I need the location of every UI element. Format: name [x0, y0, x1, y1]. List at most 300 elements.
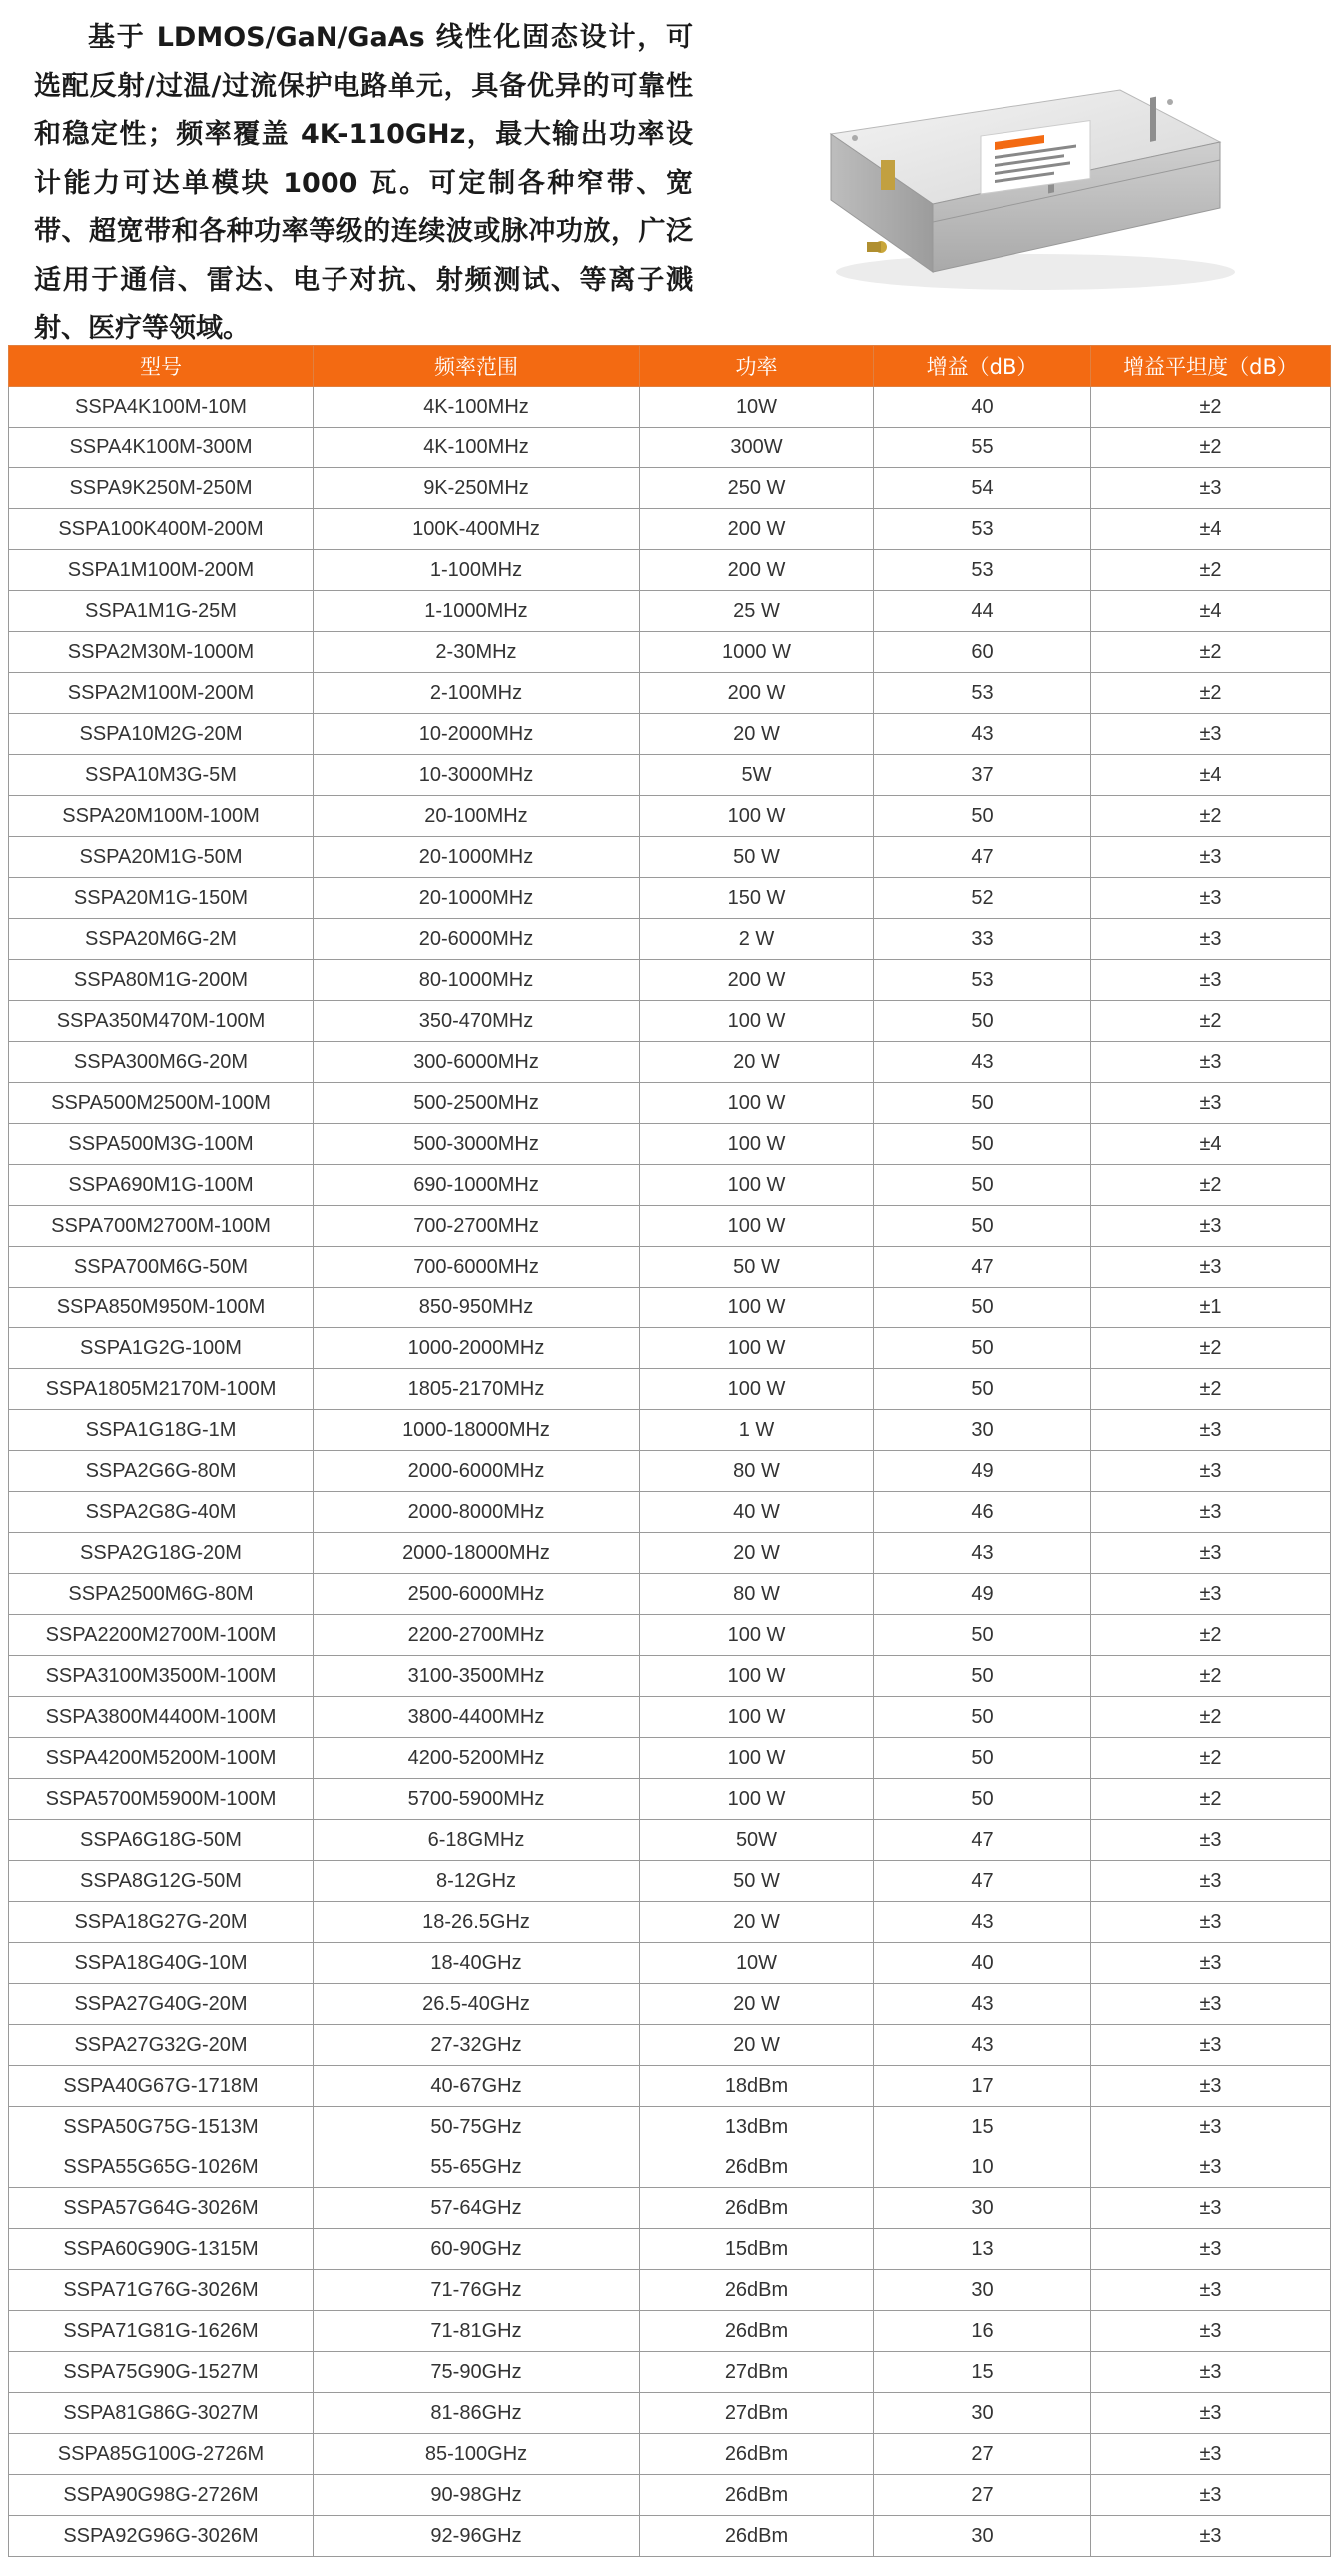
cell-power: 100 W — [640, 1615, 874, 1656]
cell-model: SSPA2M100M-200M — [9, 673, 314, 714]
cell-model: SSPA90G98G-2726M — [9, 2475, 314, 2516]
cell-power: 20 W — [640, 2025, 874, 2066]
cell-power: 25 W — [640, 591, 874, 632]
cell-gain-flatness: ±3 — [1091, 919, 1331, 960]
cell-gain-flatness: ±4 — [1091, 1124, 1331, 1165]
cell-model: SSPA700M2700M-100M — [9, 1206, 314, 1247]
cell-frequency-range: 55-65GHz — [314, 2147, 640, 2188]
cell-frequency-range: 27-32GHz — [314, 2025, 640, 2066]
cell-gain: 49 — [874, 1574, 1091, 1615]
cell-frequency-range: 60-90GHz — [314, 2229, 640, 2270]
header-model: 型号 — [9, 346, 314, 387]
table-row — [9, 796, 1331, 837]
cell-frequency-range: 2000-6000MHz — [314, 1451, 640, 1492]
cell-model: SSPA9K250M-250M — [9, 468, 314, 509]
cell-gain-flatness: ±3 — [1091, 2475, 1331, 2516]
cell-gain: 43 — [874, 714, 1091, 755]
cell-gain-flatness: ±2 — [1091, 1615, 1331, 1656]
table-row — [9, 1492, 1331, 1533]
cell-power: 150 W — [640, 878, 874, 919]
product-spec-table-container — [8, 345, 1330, 2557]
cell-frequency-range: 20-1000MHz — [314, 878, 640, 919]
cell-power: 20 W — [640, 714, 874, 755]
table-row — [9, 591, 1331, 632]
cell-frequency-range: 18-26.5GHz — [314, 1902, 640, 1943]
table-row — [9, 468, 1331, 509]
cell-power: 26dBm — [640, 2270, 874, 2311]
table-row — [9, 2516, 1331, 2557]
cell-power: 50 W — [640, 1861, 874, 1902]
cell-power: 20 W — [640, 1042, 874, 1083]
cell-model: SSPA92G96G-3026M — [9, 2516, 314, 2557]
table-row — [9, 1206, 1331, 1247]
cell-gain: 50 — [874, 1738, 1091, 1779]
cell-model: SSPA71G76G-3026M — [9, 2270, 314, 2311]
table-row — [9, 919, 1331, 960]
cell-gain-flatness: ±3 — [1091, 1533, 1331, 1574]
cell-gain: 37 — [874, 755, 1091, 796]
cell-gain: 13 — [874, 2229, 1091, 2270]
table-row — [9, 2393, 1331, 2434]
table-row — [9, 509, 1331, 550]
table-row — [9, 1288, 1331, 1328]
cell-frequency-range: 2000-18000MHz — [314, 1533, 640, 1574]
cell-gain-flatness: ±3 — [1091, 1820, 1331, 1861]
cell-gain-flatness: ±3 — [1091, 2352, 1331, 2393]
table-row — [9, 673, 1331, 714]
cell-power: 1000 W — [640, 632, 874, 673]
cell-gain-flatness: ±2 — [1091, 1697, 1331, 1738]
cell-gain-flatness: ±3 — [1091, 2516, 1331, 2557]
cell-frequency-range: 85-100GHz — [314, 2434, 640, 2475]
cell-gain-flatness: ±3 — [1091, 1410, 1331, 1451]
cell-power: 26dBm — [640, 2475, 874, 2516]
cell-gain-flatness: ±3 — [1091, 2107, 1331, 2147]
cell-model: SSPA20M6G-2M — [9, 919, 314, 960]
cell-power: 26dBm — [640, 2311, 874, 2352]
table-row — [9, 2066, 1331, 2107]
cell-gain-flatness: ±3 — [1091, 1042, 1331, 1083]
cell-model: SSPA71G81G-1626M — [9, 2311, 314, 2352]
table-row — [9, 2147, 1331, 2188]
cell-power: 200 W — [640, 960, 874, 1001]
cell-frequency-range: 3100-3500MHz — [314, 1656, 640, 1697]
cell-gain-flatness: ±2 — [1091, 1779, 1331, 1820]
table-body — [9, 387, 1331, 2557]
table-row — [9, 837, 1331, 878]
cell-gain: 55 — [874, 428, 1091, 468]
cell-model: SSPA690M1G-100M — [9, 1165, 314, 1206]
cell-gain: 50 — [874, 1779, 1091, 1820]
cell-gain: 30 — [874, 2516, 1091, 2557]
cell-frequency-range: 1-100MHz — [314, 550, 640, 591]
cell-power: 80 W — [640, 1574, 874, 1615]
cell-frequency-range: 350-470MHz — [314, 1001, 640, 1042]
cell-gain: 50 — [874, 1369, 1091, 1410]
cell-model: SSPA5700M5900M-100M — [9, 1779, 314, 1820]
cell-gain: 30 — [874, 1410, 1091, 1451]
cell-gain-flatness: ±1 — [1091, 1288, 1331, 1328]
product-spec-table — [8, 345, 1331, 2557]
cell-gain: 15 — [874, 2107, 1091, 2147]
cell-model: SSPA4200M5200M-100M — [9, 1738, 314, 1779]
table-row — [9, 2229, 1331, 2270]
cell-power: 26dBm — [640, 2188, 874, 2229]
cell-power: 100 W — [640, 796, 874, 837]
cell-power: 100 W — [640, 1001, 874, 1042]
cell-gain-flatness: ±2 — [1091, 796, 1331, 837]
cell-model: SSPA850M950M-100M — [9, 1288, 314, 1328]
cell-gain: 50 — [874, 1124, 1091, 1165]
table-row — [9, 550, 1331, 591]
cell-frequency-range: 5700-5900MHz — [314, 1779, 640, 1820]
cell-gain: 46 — [874, 1492, 1091, 1533]
cell-model: SSPA6G18G-50M — [9, 1820, 314, 1861]
cell-power: 200 W — [640, 550, 874, 591]
cell-model: SSPA2G8G-40M — [9, 1492, 314, 1533]
cell-model: SSPA2500M6G-80M — [9, 1574, 314, 1615]
cell-gain: 50 — [874, 1697, 1091, 1738]
cell-gain-flatness: ±2 — [1091, 1165, 1331, 1206]
table-row — [9, 428, 1331, 468]
cell-model: SSPA18G27G-20M — [9, 1902, 314, 1943]
table-row — [9, 1165, 1331, 1206]
table-row — [9, 1042, 1331, 1083]
cell-gain-flatness: ±2 — [1091, 387, 1331, 428]
cell-gain-flatness: ±3 — [1091, 2188, 1331, 2229]
table-row — [9, 2188, 1331, 2229]
cell-model: SSPA75G90G-1527M — [9, 2352, 314, 2393]
cell-gain: 16 — [874, 2311, 1091, 2352]
table-row — [9, 2475, 1331, 2516]
cell-frequency-range: 10-3000MHz — [314, 755, 640, 796]
cell-gain: 15 — [874, 2352, 1091, 2393]
table-row — [9, 1124, 1331, 1165]
cell-power: 50 W — [640, 837, 874, 878]
cell-power: 100 W — [640, 1779, 874, 1820]
cell-gain: 53 — [874, 673, 1091, 714]
cell-gain-flatness: ±3 — [1091, 1861, 1331, 1902]
cell-model: SSPA57G64G-3026M — [9, 2188, 314, 2229]
cell-gain: 27 — [874, 2434, 1091, 2475]
cell-gain: 40 — [874, 1943, 1091, 1984]
cell-gain-flatness: ±4 — [1091, 755, 1331, 796]
cell-power: 26dBm — [640, 2516, 874, 2557]
cell-gain: 50 — [874, 1656, 1091, 1697]
header-gain-flatness: 增益平坦度（dB） — [1091, 346, 1331, 387]
cell-gain: 47 — [874, 1861, 1091, 1902]
cell-gain: 47 — [874, 1820, 1091, 1861]
cell-frequency-range: 18-40GHz — [314, 1943, 640, 1984]
table-row — [9, 1697, 1331, 1738]
cell-frequency-range: 300-6000MHz — [314, 1042, 640, 1083]
cell-model: SSPA81G86G-3027M — [9, 2393, 314, 2434]
cell-power: 27dBm — [640, 2393, 874, 2434]
cell-frequency-range: 8-12GHz — [314, 1861, 640, 1902]
table-row — [9, 1410, 1331, 1451]
cell-frequency-range: 2-30MHz — [314, 632, 640, 673]
cell-gain-flatness: ±3 — [1091, 1902, 1331, 1943]
cell-power: 100 W — [640, 1697, 874, 1738]
table-row — [9, 2107, 1331, 2147]
cell-power: 2 W — [640, 919, 874, 960]
cell-gain: 54 — [874, 468, 1091, 509]
table-row — [9, 2270, 1331, 2311]
header-gain: 增益（dB） — [874, 346, 1091, 387]
cell-model: SSPA20M100M-100M — [9, 796, 314, 837]
cell-power: 100 W — [640, 1288, 874, 1328]
cell-power: 26dBm — [640, 2147, 874, 2188]
table-row — [9, 1328, 1331, 1369]
cell-power: 200 W — [640, 509, 874, 550]
amplifier-module-image — [821, 72, 1240, 302]
cell-frequency-range: 71-76GHz — [314, 2270, 640, 2311]
cell-model: SSPA27G40G-20M — [9, 1984, 314, 2025]
cell-frequency-range: 10-2000MHz — [314, 714, 640, 755]
cell-model: SSPA27G32G-20M — [9, 2025, 314, 2066]
cell-gain-flatness: ±2 — [1091, 550, 1331, 591]
cell-power: 100 W — [640, 1369, 874, 1410]
cell-model: SSPA500M2500M-100M — [9, 1083, 314, 1124]
cell-frequency-range: 20-6000MHz — [314, 919, 640, 960]
cell-power: 20 W — [640, 1902, 874, 1943]
cell-gain: 30 — [874, 2270, 1091, 2311]
cell-gain: 43 — [874, 1984, 1091, 2025]
cell-model: SSPA300M6G-20M — [9, 1042, 314, 1083]
cell-gain-flatness: ±3 — [1091, 2311, 1331, 2352]
cell-gain-flatness: ±3 — [1091, 2229, 1331, 2270]
cell-gain-flatness: ±3 — [1091, 2434, 1331, 2475]
cell-gain: 30 — [874, 2393, 1091, 2434]
cell-gain: 47 — [874, 837, 1091, 878]
cell-frequency-range: 50-75GHz — [314, 2107, 640, 2147]
cell-power: 100 W — [640, 1738, 874, 1779]
table-row — [9, 1001, 1331, 1042]
table-row — [9, 1451, 1331, 1492]
cell-gain: 60 — [874, 632, 1091, 673]
cell-frequency-range: 2200-2700MHz — [314, 1615, 640, 1656]
cell-gain: 30 — [874, 2188, 1091, 2229]
cell-model: SSPA10M2G-20M — [9, 714, 314, 755]
table-row — [9, 2311, 1331, 2352]
cell-model: SSPA1G18G-1M — [9, 1410, 314, 1451]
cell-frequency-range: 690-1000MHz — [314, 1165, 640, 1206]
cell-gain: 53 — [874, 509, 1091, 550]
cell-model: SSPA2G6G-80M — [9, 1451, 314, 1492]
cell-frequency-range: 1000-2000MHz — [314, 1328, 640, 1369]
cell-gain-flatness: ±3 — [1091, 1574, 1331, 1615]
cell-model: SSPA85G100G-2726M — [9, 2434, 314, 2475]
amplifier-module-illustration — [821, 72, 1240, 302]
cell-model: SSPA4K100M-10M — [9, 387, 314, 428]
cell-frequency-range: 20-100MHz — [314, 796, 640, 837]
table-row — [9, 960, 1331, 1001]
cell-model: SSPA1805M2170M-100M — [9, 1369, 314, 1410]
cell-model: SSPA3100M3500M-100M — [9, 1656, 314, 1697]
cell-gain-flatness: ±3 — [1091, 878, 1331, 919]
cell-gain: 49 — [874, 1451, 1091, 1492]
cell-model: SSPA40G67G-1718M — [9, 2066, 314, 2107]
table-row — [9, 632, 1331, 673]
cell-gain: 43 — [874, 1042, 1091, 1083]
cell-power: 100 W — [640, 1328, 874, 1369]
cell-gain: 47 — [874, 1247, 1091, 1288]
cell-frequency-range: 9K-250MHz — [314, 468, 640, 509]
cell-frequency-range: 20-1000MHz — [314, 837, 640, 878]
cell-gain: 43 — [874, 2025, 1091, 2066]
cell-power: 250 W — [640, 468, 874, 509]
table-row — [9, 1247, 1331, 1288]
cell-frequency-range: 92-96GHz — [314, 2516, 640, 2557]
cell-power: 5W — [640, 755, 874, 796]
cell-model: SSPA80M1G-200M — [9, 960, 314, 1001]
cell-model: SSPA55G65G-1026M — [9, 2147, 314, 2188]
cell-gain-flatness: ±3 — [1091, 1451, 1331, 1492]
cell-gain: 50 — [874, 1001, 1091, 1042]
table-row — [9, 2434, 1331, 2475]
cell-gain-flatness: ±3 — [1091, 1984, 1331, 2025]
cell-gain-flatness: ±2 — [1091, 428, 1331, 468]
cell-model: SSPA50G75G-1513M — [9, 2107, 314, 2147]
table-row — [9, 714, 1331, 755]
cell-gain: 50 — [874, 796, 1091, 837]
cell-power: 20 W — [640, 1533, 874, 1574]
cell-power: 20 W — [640, 1984, 874, 2025]
cell-gain-flatness: ±3 — [1091, 1083, 1331, 1124]
cell-gain-flatness: ±2 — [1091, 1328, 1331, 1369]
cell-frequency-range: 1000-18000MHz — [314, 1410, 640, 1451]
cell-power: 50W — [640, 1820, 874, 1861]
cell-frequency-range: 40-67GHz — [314, 2066, 640, 2107]
cell-model: SSPA350M470M-100M — [9, 1001, 314, 1042]
table-row — [9, 1574, 1331, 1615]
cell-frequency-range: 75-90GHz — [314, 2352, 640, 2393]
cell-frequency-range: 26.5-40GHz — [314, 1984, 640, 2025]
cell-model: SSPA20M1G-50M — [9, 837, 314, 878]
table-row — [9, 1820, 1331, 1861]
cell-gain-flatness: ±3 — [1091, 2270, 1331, 2311]
table-row — [9, 1861, 1331, 1902]
cell-gain: 50 — [874, 1206, 1091, 1247]
cell-gain-flatness: ±3 — [1091, 2393, 1331, 2434]
cell-power: 200 W — [640, 673, 874, 714]
cell-power: 15dBm — [640, 2229, 874, 2270]
cell-power: 300W — [640, 428, 874, 468]
cell-gain-flatness: ±2 — [1091, 1738, 1331, 1779]
table-row — [9, 1984, 1331, 2025]
cell-model: SSPA20M1G-150M — [9, 878, 314, 919]
cell-frequency-range: 4K-100MHz — [314, 428, 640, 468]
cell-power: 13dBm — [640, 2107, 874, 2147]
cell-frequency-range: 80-1000MHz — [314, 960, 640, 1001]
cell-gain-flatness: ±3 — [1091, 1247, 1331, 1288]
cell-frequency-range: 500-2500MHz — [314, 1083, 640, 1124]
table-row — [9, 1656, 1331, 1697]
table-row — [9, 1738, 1331, 1779]
cell-gain-flatness: ±3 — [1091, 837, 1331, 878]
cell-frequency-range: 4K-100MHz — [314, 387, 640, 428]
cell-gain: 40 — [874, 387, 1091, 428]
cell-power: 10W — [640, 387, 874, 428]
cell-gain: 27 — [874, 2475, 1091, 2516]
cell-model: SSPA4K100M-300M — [9, 428, 314, 468]
cell-gain-flatness: ±3 — [1091, 2066, 1331, 2107]
cell-frequency-range: 500-3000MHz — [314, 1124, 640, 1165]
cell-frequency-range: 3800-4400MHz — [314, 1697, 640, 1738]
cell-power: 100 W — [640, 1165, 874, 1206]
cell-model: SSPA10M3G-5M — [9, 755, 314, 796]
cell-gain-flatness: ±3 — [1091, 1492, 1331, 1533]
cell-gain-flatness: ±2 — [1091, 1369, 1331, 1410]
cell-frequency-range: 850-950MHz — [314, 1288, 640, 1328]
cell-power: 40 W — [640, 1492, 874, 1533]
table-row — [9, 1615, 1331, 1656]
cell-frequency-range: 1-1000MHz — [314, 591, 640, 632]
cell-gain-flatness: ±3 — [1091, 960, 1331, 1001]
cell-frequency-range: 2-100MHz — [314, 673, 640, 714]
cell-power: 10W — [640, 1943, 874, 1984]
cell-gain: 53 — [874, 960, 1091, 1001]
table-row — [9, 755, 1331, 796]
cell-power: 100 W — [640, 1124, 874, 1165]
cell-gain: 50 — [874, 1288, 1091, 1328]
intro-paragraph — [34, 14, 693, 344]
cell-frequency-range: 700-2700MHz — [314, 1206, 640, 1247]
cell-model: SSPA2G18G-20M — [9, 1533, 314, 1574]
table-row — [9, 1533, 1331, 1574]
cell-power: 26dBm — [640, 2434, 874, 2475]
cell-model: SSPA100K400M-200M — [9, 509, 314, 550]
cell-frequency-range: 2500-6000MHz — [314, 1574, 640, 1615]
cell-model: SSPA60G90G-1315M — [9, 2229, 314, 2270]
cell-model: SSPA1M1G-25M — [9, 591, 314, 632]
cell-gain-flatness: ±2 — [1091, 1656, 1331, 1697]
cell-gain: 33 — [874, 919, 1091, 960]
intro-text: 基于 LDMOS/GaN/GaAs 线性化固态设计，可选配反射/过温/过流保护电路单元，具备优异的可靠性和稳定性；频率覆盖 4K-110GHz，最大输出功率设计能力可达单模块 1000 瓦。可定制各种窄带、宽带、超宽带和各种功率等级的连续波或脉冲功放，广泛适用于通信、雷达、电子对抗、射频测试、等离子溅射、医疗等领域。 — [34, 22, 693, 344]
cell-frequency-range: 90-98GHz — [314, 2475, 640, 2516]
cell-gain: 50 — [874, 1328, 1091, 1369]
table-row — [9, 1943, 1331, 1984]
cell-gain-flatness: ±3 — [1091, 1943, 1331, 1984]
table-row — [9, 1902, 1331, 1943]
table-row — [9, 2352, 1331, 2393]
cell-model: SSPA1M100M-200M — [9, 550, 314, 591]
header-power: 功率 — [640, 346, 874, 387]
cell-frequency-range: 71-81GHz — [314, 2311, 640, 2352]
cell-frequency-range: 100K-400MHz — [314, 509, 640, 550]
cell-power: 1 W — [640, 1410, 874, 1451]
cell-power: 80 W — [640, 1451, 874, 1492]
cell-gain-flatness: ±2 — [1091, 673, 1331, 714]
cell-gain: 43 — [874, 1533, 1091, 1574]
cell-model: SSPA18G40G-10M — [9, 1943, 314, 1984]
cell-gain-flatness: ±2 — [1091, 632, 1331, 673]
cell-gain: 52 — [874, 878, 1091, 919]
cell-gain-flatness: ±4 — [1091, 591, 1331, 632]
cell-gain: 50 — [874, 1083, 1091, 1124]
cell-model: SSPA8G12G-50M — [9, 1861, 314, 1902]
cell-frequency-range: 81-86GHz — [314, 2393, 640, 2434]
cell-gain-flatness: ±3 — [1091, 1206, 1331, 1247]
cell-model: SSPA2M30M-1000M — [9, 632, 314, 673]
cell-gain: 50 — [874, 1165, 1091, 1206]
cell-model: SSPA2200M2700M-100M — [9, 1615, 314, 1656]
cell-frequency-range: 700-6000MHz — [314, 1247, 640, 1288]
cell-frequency-range: 6-18GMHz — [314, 1820, 640, 1861]
header-frequency-range: 频率范围 — [314, 346, 640, 387]
table-header-row — [9, 346, 1331, 387]
cell-power: 27dBm — [640, 2352, 874, 2393]
